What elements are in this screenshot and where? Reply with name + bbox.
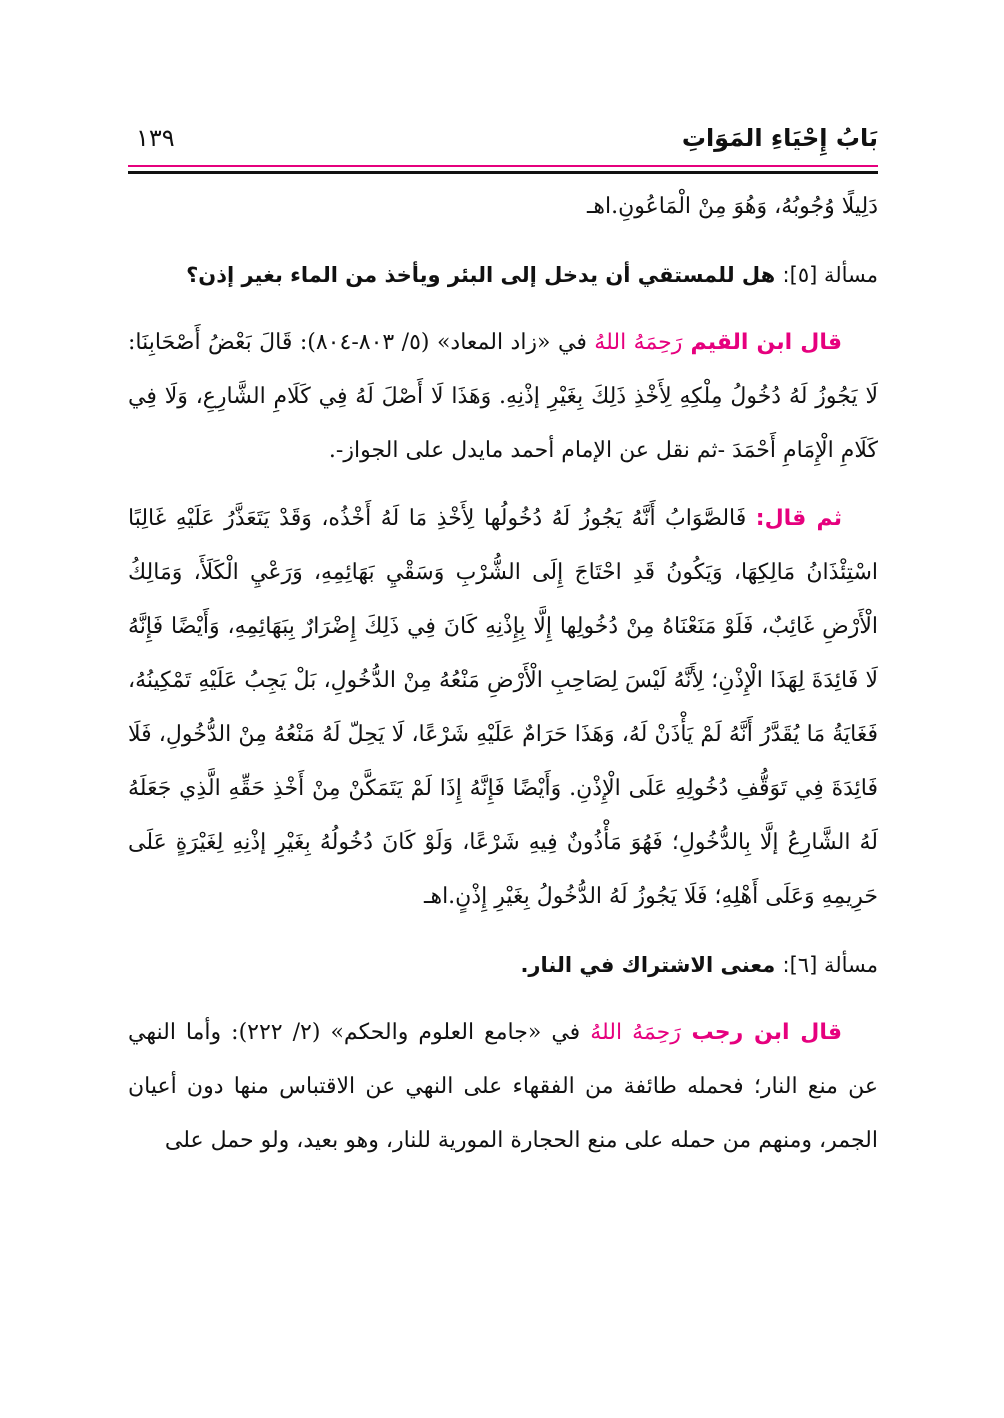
paragraph-ibn-rajab: [128, 1006, 878, 1168]
question-text: معنى الاشتراك في النار.: [520, 953, 776, 977]
paragraph-text: في «زاد المعاد» (٥/ ٨٠٣-٨٠٤): قَالَ بَعْضُ أَصْحَابِنَا: لَا يَجُوزُ لَهُ دُخُولُ مِلْكِهِ لِأَخْذِ ذَلِكَ بِغَيْرِ إذْنِهِ. وَهَذَا لَا أَصْلَ لَهُ فِي كَلَامِ الشَّارِعِ، وَلَا فِي كَلَامِ الْإِمَامِ أَحْمَدَ -ثم نقل عن الإمام أحمد مايدل على الجواز-.: [128, 330, 878, 463]
page-body: [128, 180, 878, 1168]
header-rule-pink: [128, 165, 878, 167]
honorific: رَحِمَهُ اللهُ: [594, 330, 683, 355]
question-label: مسألة [٦]:: [782, 953, 878, 977]
header-rule-black: [128, 171, 878, 174]
question-heading-5: [128, 248, 878, 302]
paragraph-text: في «جامع العلوم والحكم» (٢/ ٢٢٢): وأما النهي عن منع النار؛ فحمله طائفة من الفقهاء على النهي عن الاقتباس منها دون أعيان الجمر، ومنهم من حمله على منع الحجارة المورية للنار، وهو بعيد، ولو حمل على: [128, 1020, 878, 1153]
question-heading-6: [128, 938, 878, 992]
question-label: مسألة [٥]:: [782, 263, 878, 287]
speaker-name: قال ابن القيم: [682, 330, 842, 355]
paragraph-ibn-qayyim: [128, 316, 878, 478]
speaker-name: ثم قال:: [755, 506, 842, 531]
paragraph-text: فَالصَّوَابُ أَنَّهُ يَجُوزُ لَهُ دُخُولُها لِأَخْذِ مَا لَهُ أَخْذُه، وَقَدْ يَتَعَذَّرُ عَلَيْهِ غَالِبًا اسْتِئْذَانُ مَالِكِهَا، وَيَكُونُ قَدِ احْتَاجَ إِلَى الشُّرْبِ وَسَقْيِ بَهَائِمِهِ، وَرَعْيِ الْكَلَأَ، وَمَالِكُ الْأَرْضِ غَائِبٌ، فَلَوْ مَنَعْنَاهُ مِنْ دُخُولِها إِلَّا بِإِذْنِهِ كَانَ فِي ذَلِكَ إِضْرَارٌ بِبَهَائِمِهِ، وَأَيْضًا فَإِنَّهُ لَا فَائِدَةَ لِهَذَا الْإِذْنِ؛ لِأَنَّهُ لَيْسَ لِصَاحِبِ الْأَرْضِ مَنْعُهُ مِنْ الدُّخُولِ، بَلْ يَجِبُ عَلَيْهِ تَمْكِينُهُ، فَغَايَةُ مَا يُقَدَّرُ أَنَّهُ لَمْ يَأْذَنْ لَهُ، وَهَذَا حَرَامٌ عَلَيْهِ شَرْعًا، لَا يَحِلّ لَهُ مَنْعُهُ مِنْ الدُّخُولِ، فَلَا فَائِدَةَ فِي تَوَقُّفِ دُخُولِهِ عَلَى الْإِذْنِ. وَأَيْضًا فَإِنَّهُ إِذَا لَمْ يَتَمَكَّنْ مِنْ أَخْذِ حَقِّهِ الَّذِي جَعَلَهُ لَهُ الشَّارِعُ إلَّا بِالدُّخُولِ؛ فَهُوَ مَأْذُونٌ فِيهِ شَرْعًا، وَلَوْ كَانَ دُخُولُهُ بِغَيْرِ إذْنِهِ لِغَيْرَةٍ عَلَى حَرِيمِهِ وَعَلَى أَهْلِهِ؛ فَلَا يَجُوزُ لَهُ الدُّخُولُ بِغَيْرِ إِذْنٍ.اهـ: [128, 506, 878, 909]
question-text: هل للمستقي أن يدخل إلى البئر ويأخذ من الماء بغير إذن؟: [186, 263, 776, 287]
page-header: [128, 118, 878, 164]
paragraph-continuation: [128, 180, 878, 234]
paragraph-then-said: [128, 492, 878, 924]
honorific: رَحِمَهُ اللهُ: [590, 1020, 681, 1045]
speaker-name: قال ابن رجب: [680, 1020, 843, 1045]
page-number: ١٣٩: [136, 124, 175, 152]
paragraph-text: دَلِيلًا وُجُوبُهُ، وَهُوَ مِنْ الْمَاعُونِ.اهـ: [586, 194, 878, 219]
chapter-title: بَابُ إِحْيَاءِ المَوَاتِ: [681, 124, 878, 152]
